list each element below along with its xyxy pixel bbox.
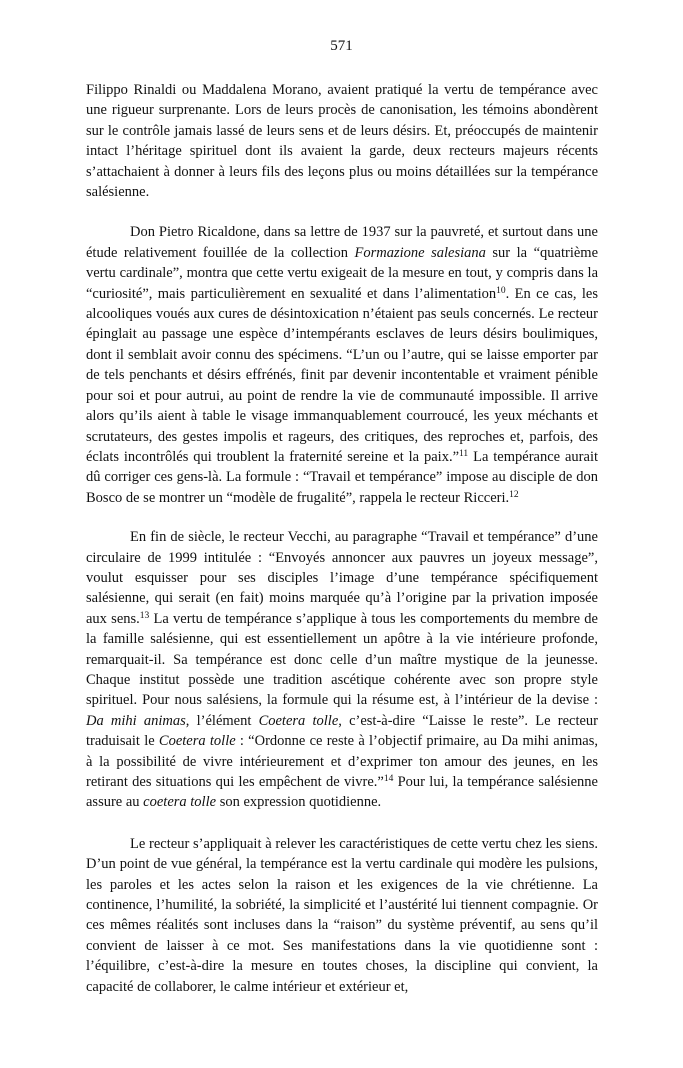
footnote-ref: 11 bbox=[459, 448, 469, 459]
footnote-ref: 13 bbox=[139, 610, 150, 621]
italic-term: Da mihi animas bbox=[86, 712, 186, 729]
footnote-ref: 10 bbox=[496, 285, 506, 296]
italic-term: coetera tolle bbox=[143, 794, 217, 811]
paragraph-3: En fin de siècle, le recteur Vecchi, au paragraphe “Travail et tempérance” d’une circulaire de 1999 intitulée : “Envoyés annoncer aux pauvres un joyeux message”, voulut esquisser pour ses disciples l’image d’une tempérance spécifiquement salésienne, qui serait (en fait) moins marquée qu’à l’origine par la privation imposée aux sens.$^{13}$ La vertu de tempérance s’applique à tous les comportements du membre de la famille salésienne, qui est essentiellement un apôtre à la vie intérieure profonde, remarquait-il. Sa tempérance est donc celle d’un maître mystique de la jeunesse. Chaque institut possède une tradition ascétique cohérente avec son propre style spirituel. Pour nous salésiens, la formule qui la résume est, à l’intérieur de la devise : Da mihi animas, l’élément Coetera tolle, c’est-à-dire “Laisse le reste”. Le recteur traduisait le Coetera tolle : “Ordonne ce reste à l’objectif primaire, au Da mihi animas, à la possibilité de vivre intérieurement et d’exprimer ton amour des jeunes, en les retirant des situations qui les empêchent de vivre.”$^{14}$ Pour lui, la tempérance salésienne assure au coetera tolle son expression quotidienne. bbox=[86, 529, 598, 811]
footnote-ref: 12 bbox=[509, 489, 519, 500]
page-number: 571 bbox=[330, 38, 353, 54]
italic-term: Coetera tolle bbox=[158, 733, 236, 750]
italic-title: Formazione salesiana bbox=[354, 244, 486, 261]
paragraph-2: Don Pietro Ricaldone, dans sa lettre de 1937 sur la pauvreté, et surtout dans une étude relativement fouillée de la collection Formazione salesiana sur la “quatrième vertu cardinale”, montra que cette vertu exigeait de la mesure en tout, y compris dans la “curiosité”, mais particulièrement en sexualité et dans l’alimentation$^{10}$. En ce cas, les alcooliques voués aux cures de désintoxication n’étaient pas seuls concernés. Le recteur épinglait au passage une espèce d’intempérants esclaves de leurs désirs boulimiques, dont il semblait avoir connu des spécimens. “L’un ou l’autre, qui se laisse emporter par de tels penchants et désirs effrénés, finit par devenir incontentable et vraiment pénible pour soi et pour autrui, au point de rendre la vie de communauté impossible. Il arrive alors qu’ils aient à table le visage immanquablement courroucé, les yeux méchants et scrutateurs, des gestes impolis et rageurs, des critiques, des reproches et, parfois, des éclats incontrôlés qui troublent la fraternité sereine et la paix.”$^{11}$ La tempérance aurait dû corriger ces gens-là. La formule : “Travail et tempérance” impose au disciple de don Bosco de se montrer un “modèle de frugalité”, rappela le recteur Ricceri.$^{12}$ bbox=[86, 224, 599, 506]
paragraph-1: Filippo Rinaldi ou Maddalena Morano, avaient pratiqué la vertu de tempérance avec une rigueur surprenante. Lors de leurs procès de canonisation, les témoins abondèrent sur le contrôle jamais lassé de leurs sens et de leurs désirs. Et, préoccupés de maintenir intact l’héritage spirituel dont ils avaient la garde, deux recteurs majeurs récents s’attachaient à donner à leurs fils des leçons plus ou moins détaillées sur la tempérance salésienne. bbox=[86, 82, 598, 201]
footnote-ref: 14 bbox=[383, 774, 394, 784]
paragraph-4: Le recteur s’appliquait à relever les caractéristiques de cette vertu chez les siens. D’un point de vue général, la tempérance est la vertu cardinale qui modère les pulsions, les paroles et les actes selon la raison et les exigences de la vie chrétienne. La continence, l’humilité, la sobriété, la simplicité et l’austérité lui tiennent compagnie. Or ces mêmes réalités sont incluses dans la “raison” du système préventif, au sens qu’il convient de laisser à ce mot. Ses manifestations dans la vie quotidienne sont : l’équilibre, c’est-à-dire la mesure en toutes choses, la discipline qui convient, la capacité de collaborer, le calme intérieur et extérieur et, bbox=[86, 835, 598, 995]
body-text bbox=[86, 80, 598, 997]
italic-term: Coetera tolle bbox=[258, 712, 339, 729]
